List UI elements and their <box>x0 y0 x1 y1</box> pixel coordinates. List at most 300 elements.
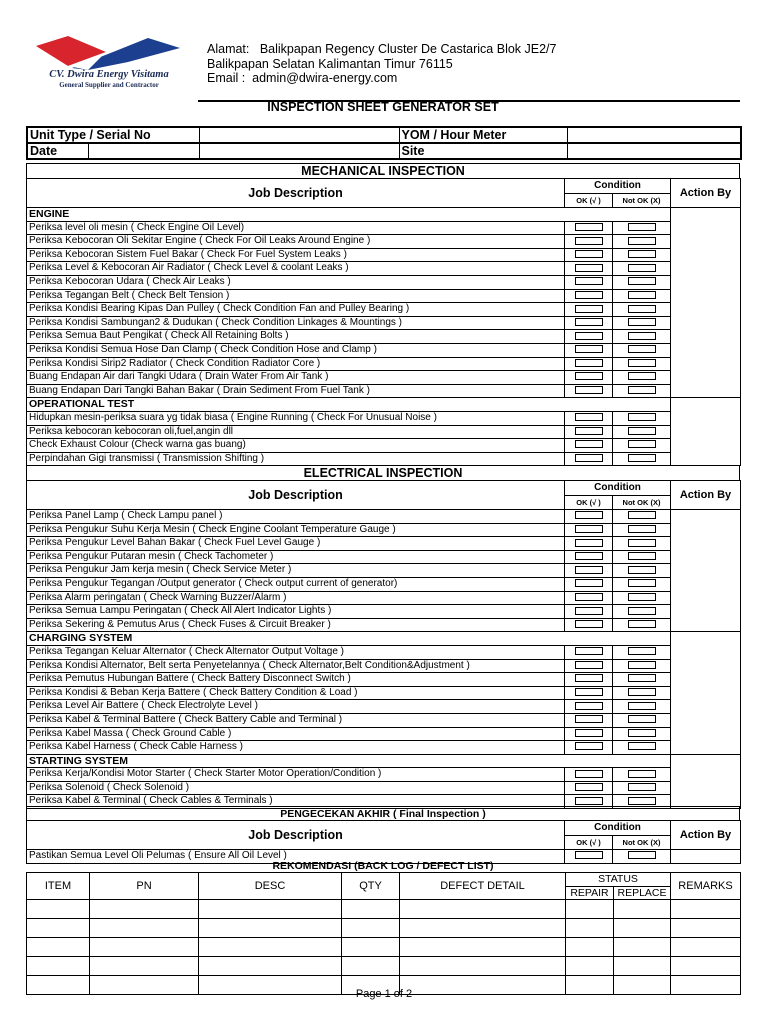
engine-item-label: Buang Endapan Dari Tangki Bahan Bakar ( Drain Sediment From Fuel Tank ) <box>27 384 565 398</box>
final-inspection-title: PENGECEKAN AKHIR ( Final Inspection ) <box>26 806 740 821</box>
final-condition-header: Condition <box>565 821 671 836</box>
not-ok-checkbox-cell <box>613 275 671 289</box>
replace-input-cell[interactable] <box>614 938 671 957</box>
replace-input-cell[interactable] <box>614 900 671 919</box>
ok-checkbox-cell <box>565 330 613 344</box>
ok-checkbox[interactable] <box>575 674 603 682</box>
desc-input-cell[interactable] <box>199 900 342 919</box>
not-ok-checkbox[interactable] <box>628 770 656 778</box>
table-row <box>27 411 741 425</box>
not-ok-checkbox[interactable] <box>628 729 656 737</box>
ok-checkbox-cell <box>565 452 613 466</box>
table-row <box>27 957 741 976</box>
col-replace: REPLACE <box>614 886 671 900</box>
not-ok-checkbox[interactable] <box>628 318 656 326</box>
not-ok-checkbox[interactable] <box>628 539 656 547</box>
item-input-cell[interactable] <box>27 957 90 976</box>
not-ok-checkbox-cell <box>613 686 671 700</box>
starting-item-label: Periksa Solenoid ( Check Solenoid ) <box>27 781 565 795</box>
ok-checkbox[interactable] <box>575 359 603 367</box>
starting-item-label: Periksa Kerja/Kondisi Motor Starter ( Check Starter Motor Operation/Condition ) <box>27 768 565 782</box>
not-ok-checkbox[interactable] <box>628 783 656 791</box>
not-ok-checkbox[interactable] <box>628 237 656 245</box>
table-row <box>27 262 741 276</box>
electrical-action-by-header: Action By <box>671 481 741 510</box>
company-tagline: General Supplier and Contractor <box>59 81 159 89</box>
not-ok-checkbox[interactable] <box>628 566 656 574</box>
not-ok-checkbox-cell <box>613 537 671 551</box>
table-row <box>27 316 741 330</box>
defect-list-table <box>26 872 741 995</box>
charging-item-label: Periksa Kabel Massa ( Check Ground Cable ) <box>27 727 565 741</box>
mechanical-not-ok-header: Not OK (X) <box>613 193 671 208</box>
table-row <box>27 741 741 755</box>
engine-item-label: Periksa Kondisi Sambungan2 & Dudukan ( Check Condition Linkages & Mountings ) <box>27 316 565 330</box>
ok-checkbox[interactable] <box>575 607 603 615</box>
table-row <box>27 550 741 564</box>
item-input-cell[interactable] <box>27 938 90 957</box>
table-row <box>27 275 741 289</box>
ok-checkbox[interactable] <box>575 525 603 533</box>
table-row <box>27 537 741 551</box>
not-ok-checkbox-cell <box>613 425 671 439</box>
starting-system-category: STARTING SYSTEM <box>27 754 671 768</box>
ok-checkbox-cell <box>565 316 613 330</box>
ok-checkbox[interactable] <box>575 770 603 778</box>
not-ok-checkbox-cell <box>613 768 671 782</box>
table-row <box>27 727 741 741</box>
ok-checkbox-cell <box>565 289 613 303</box>
engine-item-label: Periksa Kondisi Semua Hose Dan Clamp ( Check Condition Hose and Clamp ) <box>27 343 565 357</box>
not-ok-checkbox-cell <box>613 439 671 453</box>
table-row <box>27 452 741 466</box>
not-ok-checkbox[interactable] <box>628 688 656 696</box>
ok-checkbox[interactable] <box>575 552 603 560</box>
not-ok-checkbox[interactable] <box>628 427 656 435</box>
table-row <box>27 700 741 714</box>
electrical-ok-header: OK (√ ) <box>565 495 613 510</box>
table-row <box>27 768 741 782</box>
not-ok-checkbox-cell <box>613 343 671 357</box>
table-row <box>27 781 741 795</box>
ok-checkbox-cell <box>565 618 613 632</box>
not-ok-checkbox-cell <box>613 700 671 714</box>
not-ok-checkbox-cell <box>613 618 671 632</box>
ok-checkbox-cell <box>565 605 613 619</box>
electrical-item-label: Periksa Pengukur Putaran mesin ( Check Tachometer ) <box>27 550 565 564</box>
ok-checkbox-cell <box>565 768 613 782</box>
not-ok-checkbox-cell <box>613 371 671 385</box>
mechanical-engine-action-by-field[interactable] <box>671 208 741 398</box>
ok-checkbox-cell <box>565 439 613 453</box>
electrical-item-label: Periksa Pengukur Level Bahan Bakar ( Check Fuel Level Gauge ) <box>27 537 565 551</box>
ok-checkbox[interactable] <box>575 250 603 258</box>
table-row <box>27 371 741 385</box>
repair-input-cell[interactable] <box>566 900 614 919</box>
ok-checkbox[interactable] <box>575 593 603 601</box>
electrical-item-label: Periksa Panel Lamp ( Check Lampu panel ) <box>27 510 565 524</box>
ok-checkbox-cell <box>565 371 613 385</box>
remarks-input-cell[interactable] <box>671 938 741 957</box>
ok-checkbox[interactable] <box>575 264 603 272</box>
ok-checkbox-cell <box>565 591 613 605</box>
ok-checkbox-cell <box>565 781 613 795</box>
mechanical-action-by-header: Action By <box>671 179 741 208</box>
ok-checkbox[interactable] <box>575 742 603 750</box>
ok-checkbox-cell <box>565 425 613 439</box>
address-line-1 <box>207 42 557 56</box>
ok-checkbox[interactable] <box>575 372 603 380</box>
charging-item-label: Periksa Kabel Harness ( Check Cable Harness ) <box>27 741 565 755</box>
table-row <box>27 384 741 398</box>
ok-checkbox-cell <box>565 248 613 262</box>
not-ok-checkbox-cell <box>613 235 671 249</box>
ok-checkbox[interactable] <box>575 647 603 655</box>
item-input-cell[interactable] <box>27 900 90 919</box>
not-ok-checkbox-cell <box>613 510 671 524</box>
ok-checkbox[interactable] <box>575 539 603 547</box>
table-row <box>27 343 741 357</box>
charging-action-by-field[interactable] <box>671 632 741 754</box>
table-row <box>27 330 741 344</box>
table-row <box>27 938 741 957</box>
defect-detail-input-cell[interactable] <box>400 957 566 976</box>
electrical-item-label: Periksa Alarm peringatan ( Check Warning Buzzer/Alarm ) <box>27 591 565 605</box>
ok-checkbox[interactable] <box>575 620 603 628</box>
not-ok-checkbox-cell <box>613 289 671 303</box>
electrical-item-label: Periksa Pengukur Suhu Kerja Mesin ( Check Engine Coolant Temperature Gauge ) <box>27 523 565 537</box>
not-ok-checkbox[interactable] <box>628 742 656 750</box>
engine-item-label: Periksa Kebocoran Udara ( Check Air Leaks ) <box>27 275 565 289</box>
not-ok-checkbox[interactable] <box>628 413 656 421</box>
mechanical-condition-header: Condition <box>565 179 671 194</box>
ok-checkbox-cell <box>565 384 613 398</box>
email-line <box>207 71 397 85</box>
unit-info-table <box>26 126 742 160</box>
final-action-by-header: Action By <box>671 821 741 850</box>
ok-checkbox-cell <box>565 645 613 659</box>
ok-checkbox[interactable] <box>575 413 603 421</box>
final-item-label: Pastikan Semua Level Oli Pelumas ( Ensure All Oil Level ) <box>27 850 565 864</box>
table-row <box>27 919 741 938</box>
not-ok-checkbox-cell <box>613 659 671 673</box>
table-row <box>27 713 741 727</box>
table-row <box>27 591 741 605</box>
email-text: admin@dwira-energy.com <box>252 71 398 85</box>
not-ok-checkbox[interactable] <box>628 525 656 533</box>
ok-checkbox[interactable] <box>575 851 603 859</box>
not-ok-checkbox[interactable] <box>628 250 656 258</box>
electrical-condition-header: Condition <box>565 481 671 496</box>
pn-input-cell[interactable] <box>90 900 199 919</box>
not-ok-checkbox-cell <box>613 262 671 276</box>
not-ok-checkbox-cell <box>613 577 671 591</box>
ok-checkbox[interactable] <box>575 345 603 353</box>
col-qty: QTY <box>342 873 400 900</box>
table-row <box>27 659 741 673</box>
ok-checkbox[interactable] <box>575 511 603 519</box>
charging-item-label: Periksa Pemutus Hubungan Battere ( Check Battery Disconnect Switch ) <box>27 673 565 687</box>
engine-item-label: Periksa Kebocoran Sistem Fuel Bakar ( Check For Fuel System Leaks ) <box>27 248 565 262</box>
electrical-item-label: Periksa Semua Lampu Peringatan ( Check All Alert Indicator Lights ) <box>27 605 565 619</box>
engine-item-label: Buang Endapan Air dari Tangki Udara ( Drain Water From Air Tank ) <box>27 371 565 385</box>
ok-checkbox-cell <box>565 411 613 425</box>
charging-item-label: Periksa Kabel & Terminal Battere ( Check Battery Cable and Terminal ) <box>27 713 565 727</box>
mechanical-ok-header: OK (√ ) <box>565 193 613 208</box>
engine-item-label: Periksa Level & Kebocoran Air Radiator ( Check Level & coolant Leaks ) <box>27 262 565 276</box>
ok-checkbox[interactable] <box>575 277 603 285</box>
not-ok-checkbox-cell <box>613 384 671 398</box>
ok-checkbox-cell <box>565 275 613 289</box>
not-ok-checkbox-cell <box>613 673 671 687</box>
electrical-job-description-header: Job Description <box>27 481 565 510</box>
table-row <box>27 618 741 632</box>
not-ok-checkbox[interactable] <box>628 305 656 313</box>
repair-input-cell[interactable] <box>566 938 614 957</box>
mechanical-job-description-header: Job Description <box>27 179 565 208</box>
not-ok-checkbox[interactable] <box>628 440 656 448</box>
address-line-2: Balikpapan Selatan Kalimantan Timur 76115 <box>207 57 453 71</box>
yom-field[interactable] <box>567 127 741 143</box>
operational-item-label: Periksa kebocoran kebocoran oli,fuel,angin dll <box>27 425 565 439</box>
ok-checkbox-cell <box>565 686 613 700</box>
starting-action-by-field[interactable] <box>671 754 741 808</box>
not-ok-checkbox-cell <box>613 727 671 741</box>
electrical-item-label: Periksa Pengukur Jam kerja mesin ( Check Service Meter ) <box>27 564 565 578</box>
electrical-table <box>26 480 741 809</box>
table-row <box>27 523 741 537</box>
mechanical-table <box>26 178 741 466</box>
ok-checkbox[interactable] <box>575 427 603 435</box>
not-ok-checkbox[interactable] <box>628 264 656 272</box>
not-ok-checkbox[interactable] <box>628 620 656 628</box>
table-row <box>27 645 741 659</box>
charging-item-label: Periksa Tegangan Keluar Alternator ( Check Alternator Output Voltage ) <box>27 645 565 659</box>
col-defect-detail: DEFECT DETAIL <box>400 873 566 900</box>
remarks-input-cell[interactable] <box>671 900 741 919</box>
engine-item-label: Periksa Semua Baut Pengikat ( Check All Retaining Bolts ) <box>27 330 565 344</box>
ok-checkbox[interactable] <box>575 702 603 710</box>
not-ok-checkbox-cell <box>613 221 671 235</box>
ok-checkbox[interactable] <box>575 237 603 245</box>
ok-checkbox-cell <box>565 303 613 317</box>
not-ok-checkbox[interactable] <box>628 715 656 723</box>
ok-checkbox-cell <box>565 357 613 371</box>
not-ok-checkbox-cell <box>613 248 671 262</box>
not-ok-checkbox-cell <box>613 357 671 371</box>
ok-checkbox[interactable] <box>575 223 603 231</box>
ok-checkbox[interactable] <box>575 318 603 326</box>
not-ok-checkbox-cell <box>613 411 671 425</box>
not-ok-checkbox[interactable] <box>628 797 656 805</box>
ok-checkbox-cell <box>565 700 613 714</box>
unit-type-label: Unit Type / Serial No <box>27 127 199 143</box>
engine-item-label: Periksa Kebocoran Oli Sekitar Engine ( Check For Oil Leaks Around Engine ) <box>27 235 565 249</box>
charging-item-label: Periksa Level Air Battere ( Check Electrolyte Level ) <box>27 700 565 714</box>
ok-checkbox-cell <box>565 727 613 741</box>
qty-input-cell[interactable] <box>342 938 400 957</box>
col-pn: PN <box>90 873 199 900</box>
table-row <box>27 289 741 303</box>
not-ok-checkbox[interactable] <box>628 332 656 340</box>
pn-input-cell[interactable] <box>90 957 199 976</box>
ok-checkbox-cell <box>565 523 613 537</box>
ok-checkbox[interactable] <box>575 440 603 448</box>
electrical-item-label: Periksa Sekering & Pemutus Arus ( Check Fuses & Circuit Breaker ) <box>27 618 565 632</box>
remarks-input-cell[interactable] <box>671 957 741 976</box>
ok-checkbox-cell <box>565 564 613 578</box>
ok-checkbox-cell <box>565 577 613 591</box>
desc-input-cell[interactable] <box>199 957 342 976</box>
not-ok-checkbox[interactable] <box>628 851 656 859</box>
table-row <box>27 248 741 262</box>
not-ok-checkbox[interactable] <box>628 454 656 462</box>
not-ok-checkbox-cell <box>613 781 671 795</box>
not-ok-checkbox[interactable] <box>628 661 656 669</box>
recommendation-title: REKOMENDASI (BACK LOG / DEFECT LIST) <box>272 860 494 872</box>
ok-checkbox[interactable] <box>575 783 603 791</box>
not-ok-checkbox[interactable] <box>628 674 656 682</box>
engine-item-label: Periksa Kondisi Sirip2 Radiator ( Check Condition Radiator Core ) <box>27 357 565 371</box>
not-ok-checkbox-cell <box>613 645 671 659</box>
ok-checkbox-cell <box>565 221 613 235</box>
pn-input-cell[interactable] <box>90 938 199 957</box>
charging-system-category: CHARGING SYSTEM <box>27 632 671 646</box>
replace-input-cell[interactable] <box>614 919 671 938</box>
col-desc: DESC <box>199 873 342 900</box>
repair-input-cell[interactable] <box>566 919 614 938</box>
table-row <box>27 425 741 439</box>
col-remarks: REMARKS <box>671 873 741 900</box>
not-ok-checkbox[interactable] <box>628 277 656 285</box>
defect-detail-input-cell[interactable] <box>400 919 566 938</box>
ok-checkbox[interactable] <box>575 579 603 587</box>
company-name: CV. Dwira Energy Visitama <box>49 69 169 80</box>
desc-input-cell[interactable] <box>199 919 342 938</box>
ok-checkbox-cell <box>565 550 613 564</box>
not-ok-checkbox[interactable] <box>628 345 656 353</box>
engine-item-label: Periksa Tegangan Belt ( Check Belt Tension ) <box>27 289 565 303</box>
pn-input-cell[interactable] <box>90 919 199 938</box>
repair-input-cell[interactable] <box>566 957 614 976</box>
final-ok-header: OK (√ ) <box>565 835 613 850</box>
operational-item-label: Hidupkan mesin-periksa suara yg tidak biasa ( Engine Running ( Check For Unusual Noise ) <box>27 411 565 425</box>
not-ok-checkbox-cell <box>613 330 671 344</box>
not-ok-checkbox[interactable] <box>628 511 656 519</box>
not-ok-checkbox-cell <box>613 452 671 466</box>
email-label: Email : <box>207 71 246 85</box>
ok-checkbox[interactable] <box>575 729 603 737</box>
table-row <box>27 439 741 453</box>
replace-input-cell[interactable] <box>614 957 671 976</box>
not-ok-checkbox[interactable] <box>628 359 656 367</box>
operational-test-category: OPERATIONAL TEST <box>27 398 671 412</box>
ok-checkbox[interactable] <box>575 715 603 723</box>
ok-checkbox-cell <box>565 741 613 755</box>
charging-item-label: Periksa Kondisi & Beban Kerja Battere ( Check Battery Condition & Load ) <box>27 686 565 700</box>
engine-item-label: Periksa level oli mesin ( Check Engine Oil Level) <box>27 221 565 235</box>
not-ok-checkbox-cell <box>613 316 671 330</box>
table-row <box>27 564 741 578</box>
not-ok-checkbox[interactable] <box>628 386 656 394</box>
qty-input-cell[interactable] <box>342 900 400 919</box>
not-ok-checkbox[interactable] <box>628 291 656 299</box>
ok-checkbox[interactable] <box>575 661 603 669</box>
defect-detail-input-cell[interactable] <box>400 938 566 957</box>
electrical-section-title: ELECTRICAL INSPECTION <box>26 465 740 480</box>
ok-checkbox[interactable] <box>575 305 603 313</box>
site-field[interactable] <box>567 143 741 159</box>
charging-item-label: Periksa Kondisi Alternator, Belt serta Penyetelannya ( Check Alternator,Belt Condition&Adjustment ) <box>27 659 565 673</box>
engine-category: ENGINE <box>27 208 671 222</box>
starting-item-label: Periksa Kabel & Terminal ( Check Cables & Terminals ) <box>27 795 565 809</box>
ok-checkbox-cell <box>565 235 613 249</box>
table-row <box>27 221 741 235</box>
sheet-title: INSPECTION SHEET GENERATOR SET <box>267 100 499 114</box>
not-ok-checkbox[interactable] <box>628 607 656 615</box>
not-ok-checkbox-cell <box>613 591 671 605</box>
page-number: Page 1 of 2 <box>355 988 413 1000</box>
col-status: STATUS <box>566 873 671 887</box>
ok-checkbox[interactable] <box>575 797 603 805</box>
table-row <box>27 673 741 687</box>
qty-input-cell[interactable] <box>342 957 400 976</box>
not-ok-checkbox-cell <box>613 303 671 317</box>
not-ok-checkbox[interactable] <box>628 647 656 655</box>
desc-input-cell[interactable] <box>199 938 342 957</box>
qty-input-cell[interactable] <box>342 919 400 938</box>
ok-checkbox[interactable] <box>575 454 603 462</box>
table-row <box>27 357 741 371</box>
not-ok-checkbox-cell <box>613 713 671 727</box>
remarks-input-cell[interactable] <box>671 919 741 938</box>
ok-checkbox-cell <box>565 673 613 687</box>
operational-item-label: Perpindahan Gigi transmissi ( Transmission Shifting ) <box>27 452 565 466</box>
final-inspection-table <box>26 820 741 864</box>
ok-checkbox-cell <box>565 343 613 357</box>
date-label: Date <box>27 143 199 159</box>
not-ok-checkbox[interactable] <box>628 579 656 587</box>
not-ok-checkbox[interactable] <box>628 552 656 560</box>
mechanical-operational-action-by-field[interactable] <box>671 398 741 466</box>
ok-checkbox[interactable] <box>575 688 603 696</box>
engine-item-label: Periksa Kondisi Bearing Kipas Dan Pulley ( Check Condition Fan and Pulley Bearing ) <box>27 303 565 317</box>
not-ok-checkbox-cell <box>613 564 671 578</box>
ok-checkbox-cell <box>565 537 613 551</box>
unit-type-field[interactable] <box>199 127 399 143</box>
ok-checkbox[interactable] <box>575 566 603 574</box>
defect-detail-input-cell[interactable] <box>400 900 566 919</box>
electrical-not-ok-header: Not OK (X) <box>613 495 671 510</box>
electrical-action-by-field[interactable] <box>671 510 741 632</box>
ok-checkbox[interactable] <box>575 332 603 340</box>
date-field[interactable] <box>199 143 399 159</box>
ok-checkbox[interactable] <box>575 386 603 394</box>
table-row <box>27 235 741 249</box>
operational-item-label: Check Exhaust Colour (Check warna gas buang) <box>27 439 565 453</box>
not-ok-checkbox[interactable] <box>628 223 656 231</box>
not-ok-checkbox[interactable] <box>628 372 656 380</box>
item-input-cell[interactable] <box>27 919 90 938</box>
table-row <box>27 303 741 317</box>
not-ok-checkbox[interactable] <box>628 702 656 710</box>
address-text: Balikpapan Regency Cluster De Castarica Blok JE2/7 <box>259 42 557 56</box>
mechanical-section-title: MECHANICAL INSPECTION <box>26 163 740 178</box>
not-ok-checkbox[interactable] <box>628 593 656 601</box>
col-item: ITEM <box>27 873 90 900</box>
ok-checkbox[interactable] <box>575 291 603 299</box>
ok-checkbox-cell <box>565 510 613 524</box>
